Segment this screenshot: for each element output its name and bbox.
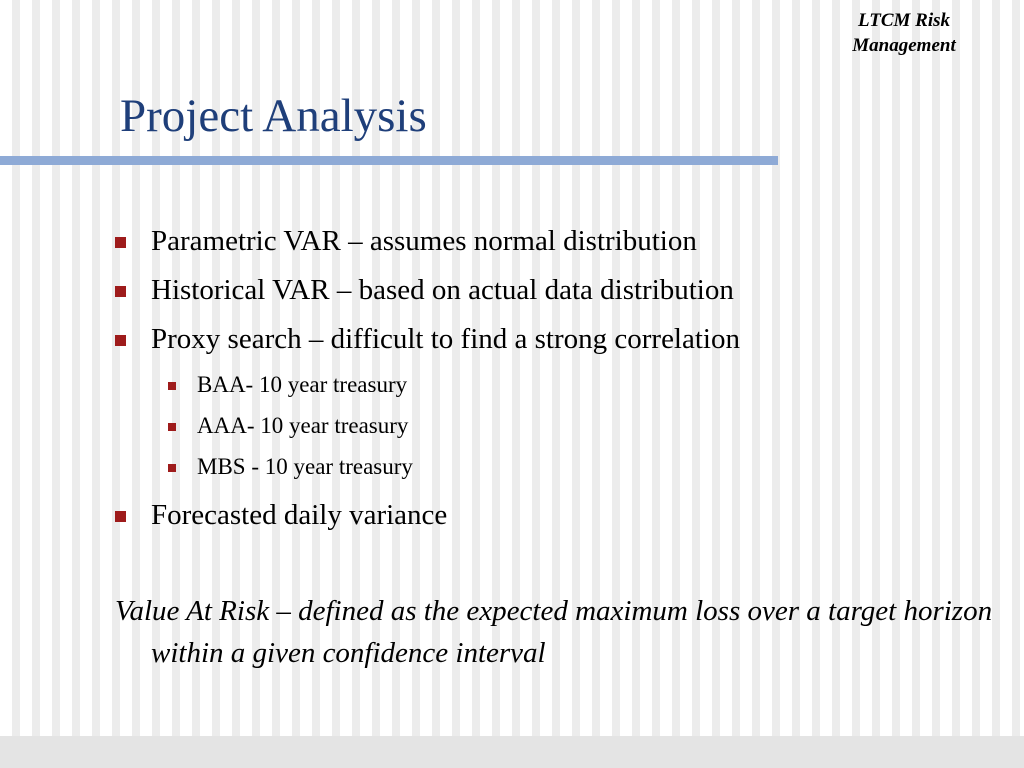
sub-bullet-text: MBS - 10 year treasury [197,454,413,479]
bullet-text: Forecasted daily variance [151,499,448,531]
bullet-item [115,271,995,320]
sub-bullet-item [115,451,995,492]
title-rule [0,156,778,165]
bullet-item [115,496,995,545]
bullet-item [115,222,995,271]
bullet-square-icon [115,335,126,346]
bottom-band [0,736,1024,768]
bullet-square-icon [168,423,176,431]
sub-bullet-text: BAA- 10 year treasury [197,372,408,397]
bullet-square-icon [168,464,176,472]
sub-bullet-item [115,369,995,410]
bullet-square-icon [115,237,126,248]
slide-title: Project Analysis [120,90,427,142]
definition-text: Value At Risk – defined as the expected maximum loss over a target horizon within a given confidence interval [115,595,993,669]
sub-bullet-item [115,410,995,451]
bullet-text: Parametric VAR – assumes normal distribution [151,225,697,257]
sub-bullet-text: AAA- 10 year treasury [197,413,409,438]
bullet-text: Historical VAR – based on actual data distribution [151,274,734,306]
corner-note: LTCM Risk Management [852,10,956,56]
bullet-square-icon [115,286,126,297]
bullet-item [115,320,995,369]
bullet-square-icon [115,511,126,522]
bullet-text: Proxy search – difficult to find a strong correlation [151,323,740,355]
bullet-list [115,222,995,545]
bullet-square-icon [168,382,176,390]
